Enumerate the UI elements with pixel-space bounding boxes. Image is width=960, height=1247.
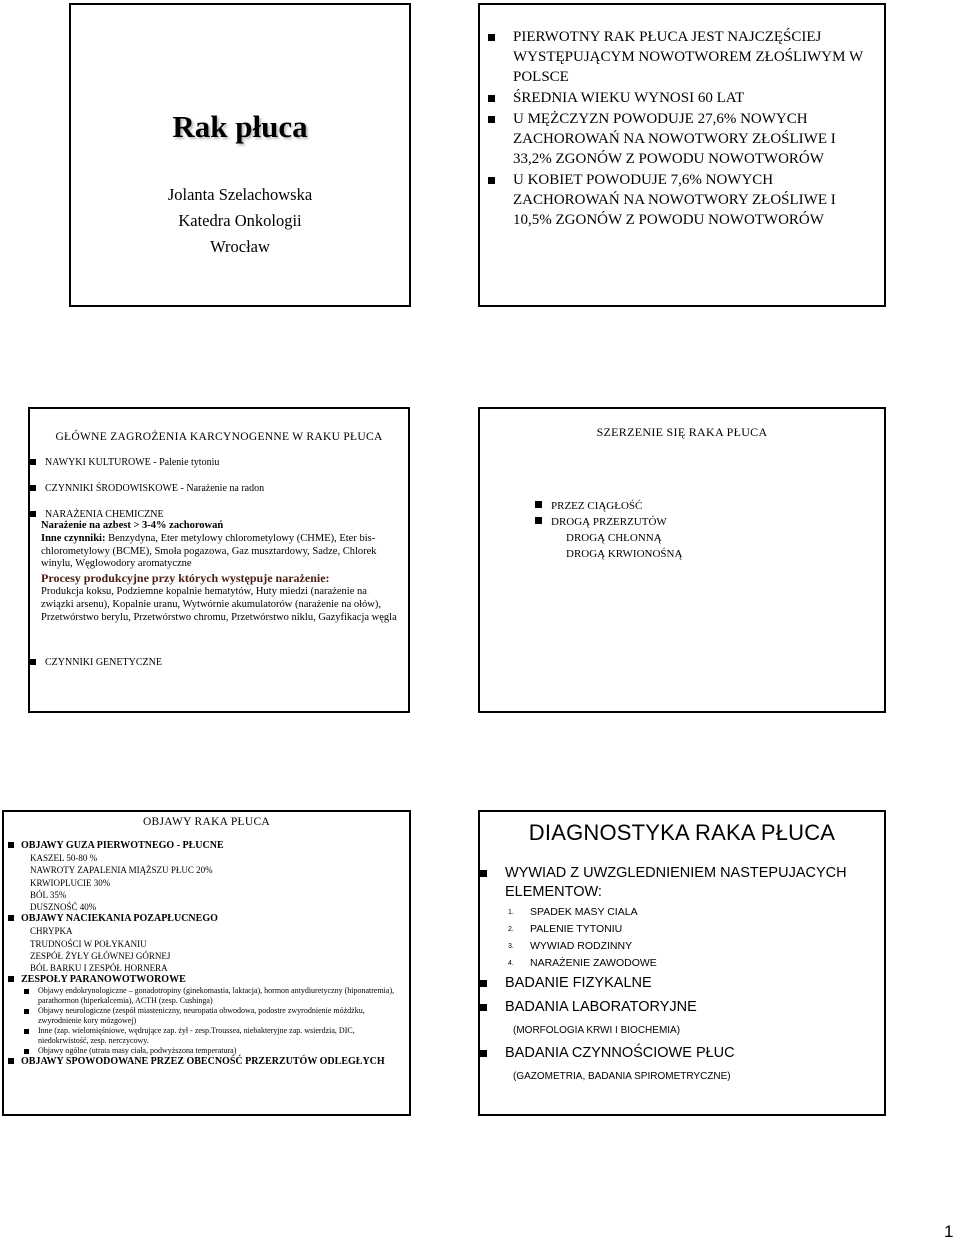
bullet-icon (30, 511, 36, 517)
list-item: 1. SPADEK MASY CIALA (508, 906, 638, 918)
slide-title-heading: Rak płuca (172, 109, 308, 144)
list-item: NAWYKI KULTUROWE - Palenie tytoniu (30, 457, 402, 468)
bullet-icon (535, 501, 542, 508)
list-item: CZYNNIKI GENETYCZNE (30, 657, 402, 668)
symptoms-content (8, 840, 405, 1069)
slide-risk-factors (28, 407, 410, 713)
slide-heading: GŁÓWNE ZAGROŻENIA KARCYNOGENNE W RAKU PŁUCA (55, 431, 383, 443)
bullet-icon (480, 980, 487, 987)
slide-heading: OBJAWY RAKA PŁUCA (142, 816, 271, 828)
list-item: KASZEL 50-80 % (30, 853, 98, 864)
list-item: 2. PALENIE TYTONIU (508, 923, 623, 935)
list-item: BÓL 35% (30, 889, 67, 900)
sub-item: DROGĄ CHŁONNĄ (566, 532, 662, 544)
list-item: 4. NARAŻENIE ZAWODOWE (508, 957, 657, 969)
slide-symptoms (2, 810, 411, 1116)
list-item: CHRYPKA (30, 926, 73, 937)
bullet-icon (8, 1058, 14, 1064)
list-item: BÓL BARKU I ZESPÓŁ HORNERA (30, 963, 168, 974)
list-item: KRWIOPLUCIE 30% (30, 877, 111, 888)
bullet-icon (8, 915, 14, 921)
bullet-icon (488, 116, 495, 123)
slide-diagnostics (478, 810, 886, 1116)
history-list (480, 904, 880, 972)
list-item: Objawy neurologiczne (zespół miasteniczny, neuropatia obwodowa, podostre zwyrodnienie móżdżku, zwyrodnienie kory mózgowej) (8, 1006, 405, 1026)
slide-title (69, 3, 411, 307)
list-item: ŚREDNIA WIEKU WYNOSI 60 LAT (488, 88, 874, 108)
list-item: NARAŻENIA CHEMICZNE Narażenie na azbest > 3-4% zachorowań Inne czynniki: Benzydyna, Eter metylowy chlorometylowy (CHME), Eter bis-chlorometylowy (BCME), Smoła pogazowa, Gaz musztardowy, Sadze, Chlorek winylu, Węglowodory aromatyczne Procesy produkcyjne przy których występuje narażenie: Produkcja koksu, Podziemne kopalnie hematytów, Huty miedzi (narażenie na związki arsenu), Kopalnie uranu, Wytwórnie akumulatorów (narażenie na ołów), Przetwórstwo berylu, Przetwórstwo chromu, Przetwórstwo niklu, Gazyfikacja węgla (30, 509, 402, 625)
list-item: Objawy ogólne (utrata masy ciała, podwyższona temperatura) (8, 1046, 405, 1056)
bullet-icon (488, 177, 495, 184)
list-item: DROGĄ PRZERZUTÓW (535, 514, 682, 530)
spread-list (535, 498, 682, 562)
slide-epidemiology (478, 3, 886, 307)
bullet-icon (488, 95, 495, 102)
list-item: Objawy endokrynologiczne – gonadotropiny (ginekomastia, laktacja), hormon antydiuretyczny (hiponatremia), parathormon (hiperkalcemia), ACTH (zesp. Cushinga) (8, 986, 405, 1006)
bullet-icon (24, 1009, 29, 1014)
bullet-icon (24, 1029, 29, 1034)
bullet-icon (480, 1004, 487, 1011)
section-header: OBJAWY SPOWODOWANE PRZEZ OBECNOŚĆ PRZERZUTÓW ODLEGŁYCH (8, 1056, 405, 1068)
bullet-icon (535, 517, 542, 524)
bullet-icon (480, 870, 487, 877)
sub-item: DROGĄ KRWIONOŚNĄ (566, 548, 683, 560)
bullet-icon (30, 459, 36, 465)
list-item: BADANIA CZYNNOŚCIOWE PŁUC (480, 1044, 880, 1063)
list-item: PIERWOTNY RAK PŁUCA JEST NAJCZĘŚCIEJ WYSTĘPUJĄCYM NOWOTWOREM ZŁOŚLIWYM W POLSCE (488, 27, 874, 87)
slide-heading: SZERZENIE SIĘ RAKA PŁUCA (596, 425, 768, 439)
list-item: PRZEZ CIĄGŁOŚĆ (535, 498, 682, 514)
list-item: WYWIAD Z UWZGLEDNIENIEM NASTEPUJACYCH ELEMENTOW: (480, 864, 880, 902)
bullet-icon (8, 842, 14, 848)
note-text: (MORFOLOGIA KRWI I BIOCHEMIA) (513, 1025, 681, 1036)
page-number: 1 (944, 1222, 954, 1241)
author-name: Jolanta Szelachowska (167, 185, 313, 204)
bullet-icon (8, 976, 14, 982)
list-item: TRUDNOŚCI W POŁYKANIU (30, 938, 147, 949)
list-item: 3. WYWIAD RODZINNY (508, 940, 633, 952)
list-item: BADANIE FIZYKALNE (480, 974, 880, 993)
note-text: (GAZOMETRIA, BADANIA SPIROMETRYCZNE) (513, 1071, 731, 1082)
list-item: U MĘŻCZYZN POWODUJE 27,6% NOWYCH ZACHOROWAŃ NA NOWOTWORY ZŁOŚLIWE I 33,2% ZGONÓW Z POWODU NOWOTWORÓW (488, 109, 874, 169)
bullet-icon (488, 34, 495, 41)
slide-heading: DIAGNOSTYKA RAKA PŁUCA (528, 820, 836, 845)
diagnostics-content (480, 864, 880, 1082)
epidemiology-list (480, 5, 884, 230)
bullet-icon (24, 1049, 29, 1054)
list-item: BADANIA LABORATORYJNE (480, 998, 880, 1017)
bullet-icon (30, 659, 36, 665)
list-item: Inne (zap. wielomięśniowe, wędrujące zap. żył - zesp.Troussea, niebakteryjne zap. wsierdzia, DIC, niedokrwistość, zesp. nerczycowy. (8, 1026, 405, 1046)
department-name: Katedra Onkologii (178, 211, 302, 230)
city-name: Wrocław (210, 237, 270, 256)
bullet-icon (480, 1050, 487, 1057)
section-header: ZESPOŁY PARANOWOTWOROWE (8, 974, 405, 986)
list-item: NAWROTY ZAPALENIA MIĄŻSZU PŁUC 20% (30, 865, 213, 876)
bullet-icon (24, 989, 29, 994)
list-item: CZYNNIKI ŚRODOWISKOWE - Narażenie na radon (30, 483, 402, 494)
list-item: ZESPÓŁ ŻYŁY GŁÓWNEJ GÓRNEJ (30, 950, 171, 961)
list-item: U KOBIET POWODUJE 7,6% NOWYCH ZACHOROWAŃ NA NOWOTWORY ZŁOŚLIWE I 10,5% ZGONÓW Z POWODU NOWOTWORÓW (488, 170, 874, 230)
bullet-icon (30, 485, 36, 491)
slide-spread (478, 407, 886, 713)
list-item: DUSZNOŚĆ 40% (30, 902, 97, 913)
section-header: OBJAWY GUZA PIERWOTNEGO - PŁUCNE (8, 840, 405, 852)
section-header: OBJAWY NACIEKANIA POZAPŁUCNEGO (8, 913, 405, 925)
